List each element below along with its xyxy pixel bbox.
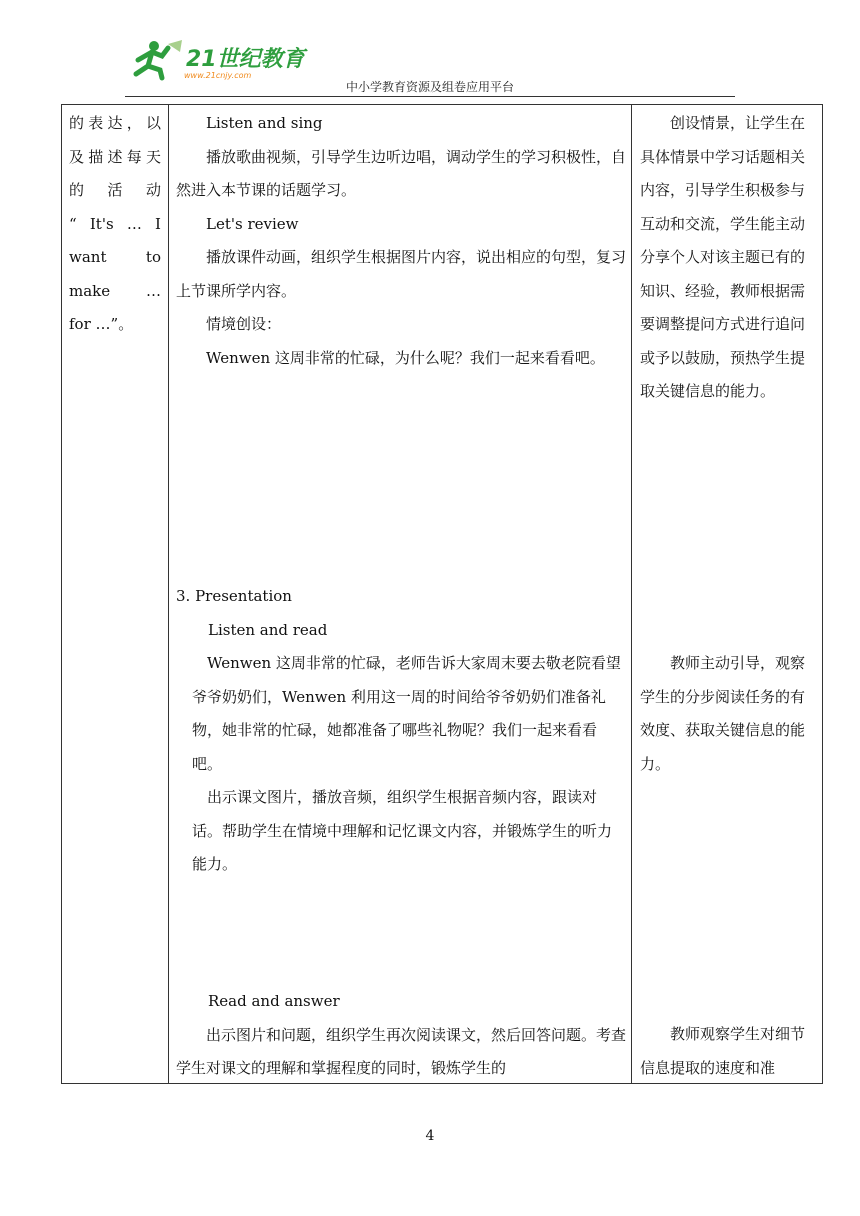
listen-read-text-2: 出示课文图片，播放音频，组织学生根据音频内容，跟读对话。帮助学生在情境中理解和记忆课文内容，并锻炼学生的听力能力。 [192,788,613,873]
column-divider [631,105,632,1083]
svg-text:www.21cnjy.com: www.21cnjy.com [184,71,252,80]
sing-text: 播放歌曲视频，引导学生边听边唱，调动学生的学习积极性，自然进入本节课的话题学习。 [176,147,627,199]
sing-heading: Listen and sing [206,114,323,132]
situation-text: Wenwen 这周非常的忙碌，为什么呢？我们一起来看看吧。 [206,348,605,367]
listen-read-heading: Listen and read [208,620,328,639]
objectives-column [69,107,161,1083]
review-text: 播放课件动画，组织学生根据图片内容，说出相应的句型，复习上节课所学内容。 [176,248,627,300]
intent-column [640,105,816,1083]
warmup-section [176,107,626,375]
listen-read-text: Wenwen 这周非常的忙碌，老师告诉大家周末要去敬老院看望爷爷奶奶们，Wenwen 利用这一周的时间给爷爷奶奶们准备礼物，她非常的忙碌，她都准备了哪些礼物呢？我们一起来看看吧。 [192,654,621,773]
page-number: 4 [425,1128,435,1144]
column-divider [168,105,169,1083]
presentation-section [176,580,626,882]
site-logo [128,38,328,82]
situation-heading: 情境创设： [206,315,282,333]
intent-block-3: 教师观察学生对细节信息提取的速度和准 [640,1025,806,1077]
objective-line: make … [69,281,161,300]
lesson-plan-table [61,104,823,1084]
read-answer-heading: Read and answer [208,992,340,1010]
objective-line: 的表达，以 [69,114,161,132]
read-answer-section [176,985,626,1086]
objective-line: 及描述每天 [69,147,161,166]
objective-line: “ It's … I [69,214,161,233]
runner-icon [136,40,182,78]
objective-line: want to [69,248,161,266]
objective-line: for …”。 [69,315,134,333]
read-answer-text: 出示图片和问题，组织学生再次阅读课文，然后回答问题。考查学生对课文的理解和掌握程度的同时，锻炼学生的 [176,1025,627,1077]
intent-block-1: 创设情景，让学生在具体情景中学习话题相关内容，引导学生积极参与互动和交流，学生能主动分享个人对该主题已有的知识、经验，教师根据需要调整提问方式进行追问或予以鼓励，预热学生提取关键信息的能力。 [640,114,806,400]
review-heading: Let's review [206,214,299,233]
svg-text:21世纪教育: 21世纪教育 [186,47,305,72]
presentation-title: 3. Presentation [176,587,292,605]
intent-block-2: 教师主动引导，观察学生的分步阅读任务的有效度、获取关键信息的能力。 [640,654,806,773]
objective-line: 的 活 动 [69,181,161,199]
header-caption: 中小学教育资源及组卷应用平台 [345,80,514,94]
header-divider [125,96,735,97]
activities-column [176,105,626,1083]
